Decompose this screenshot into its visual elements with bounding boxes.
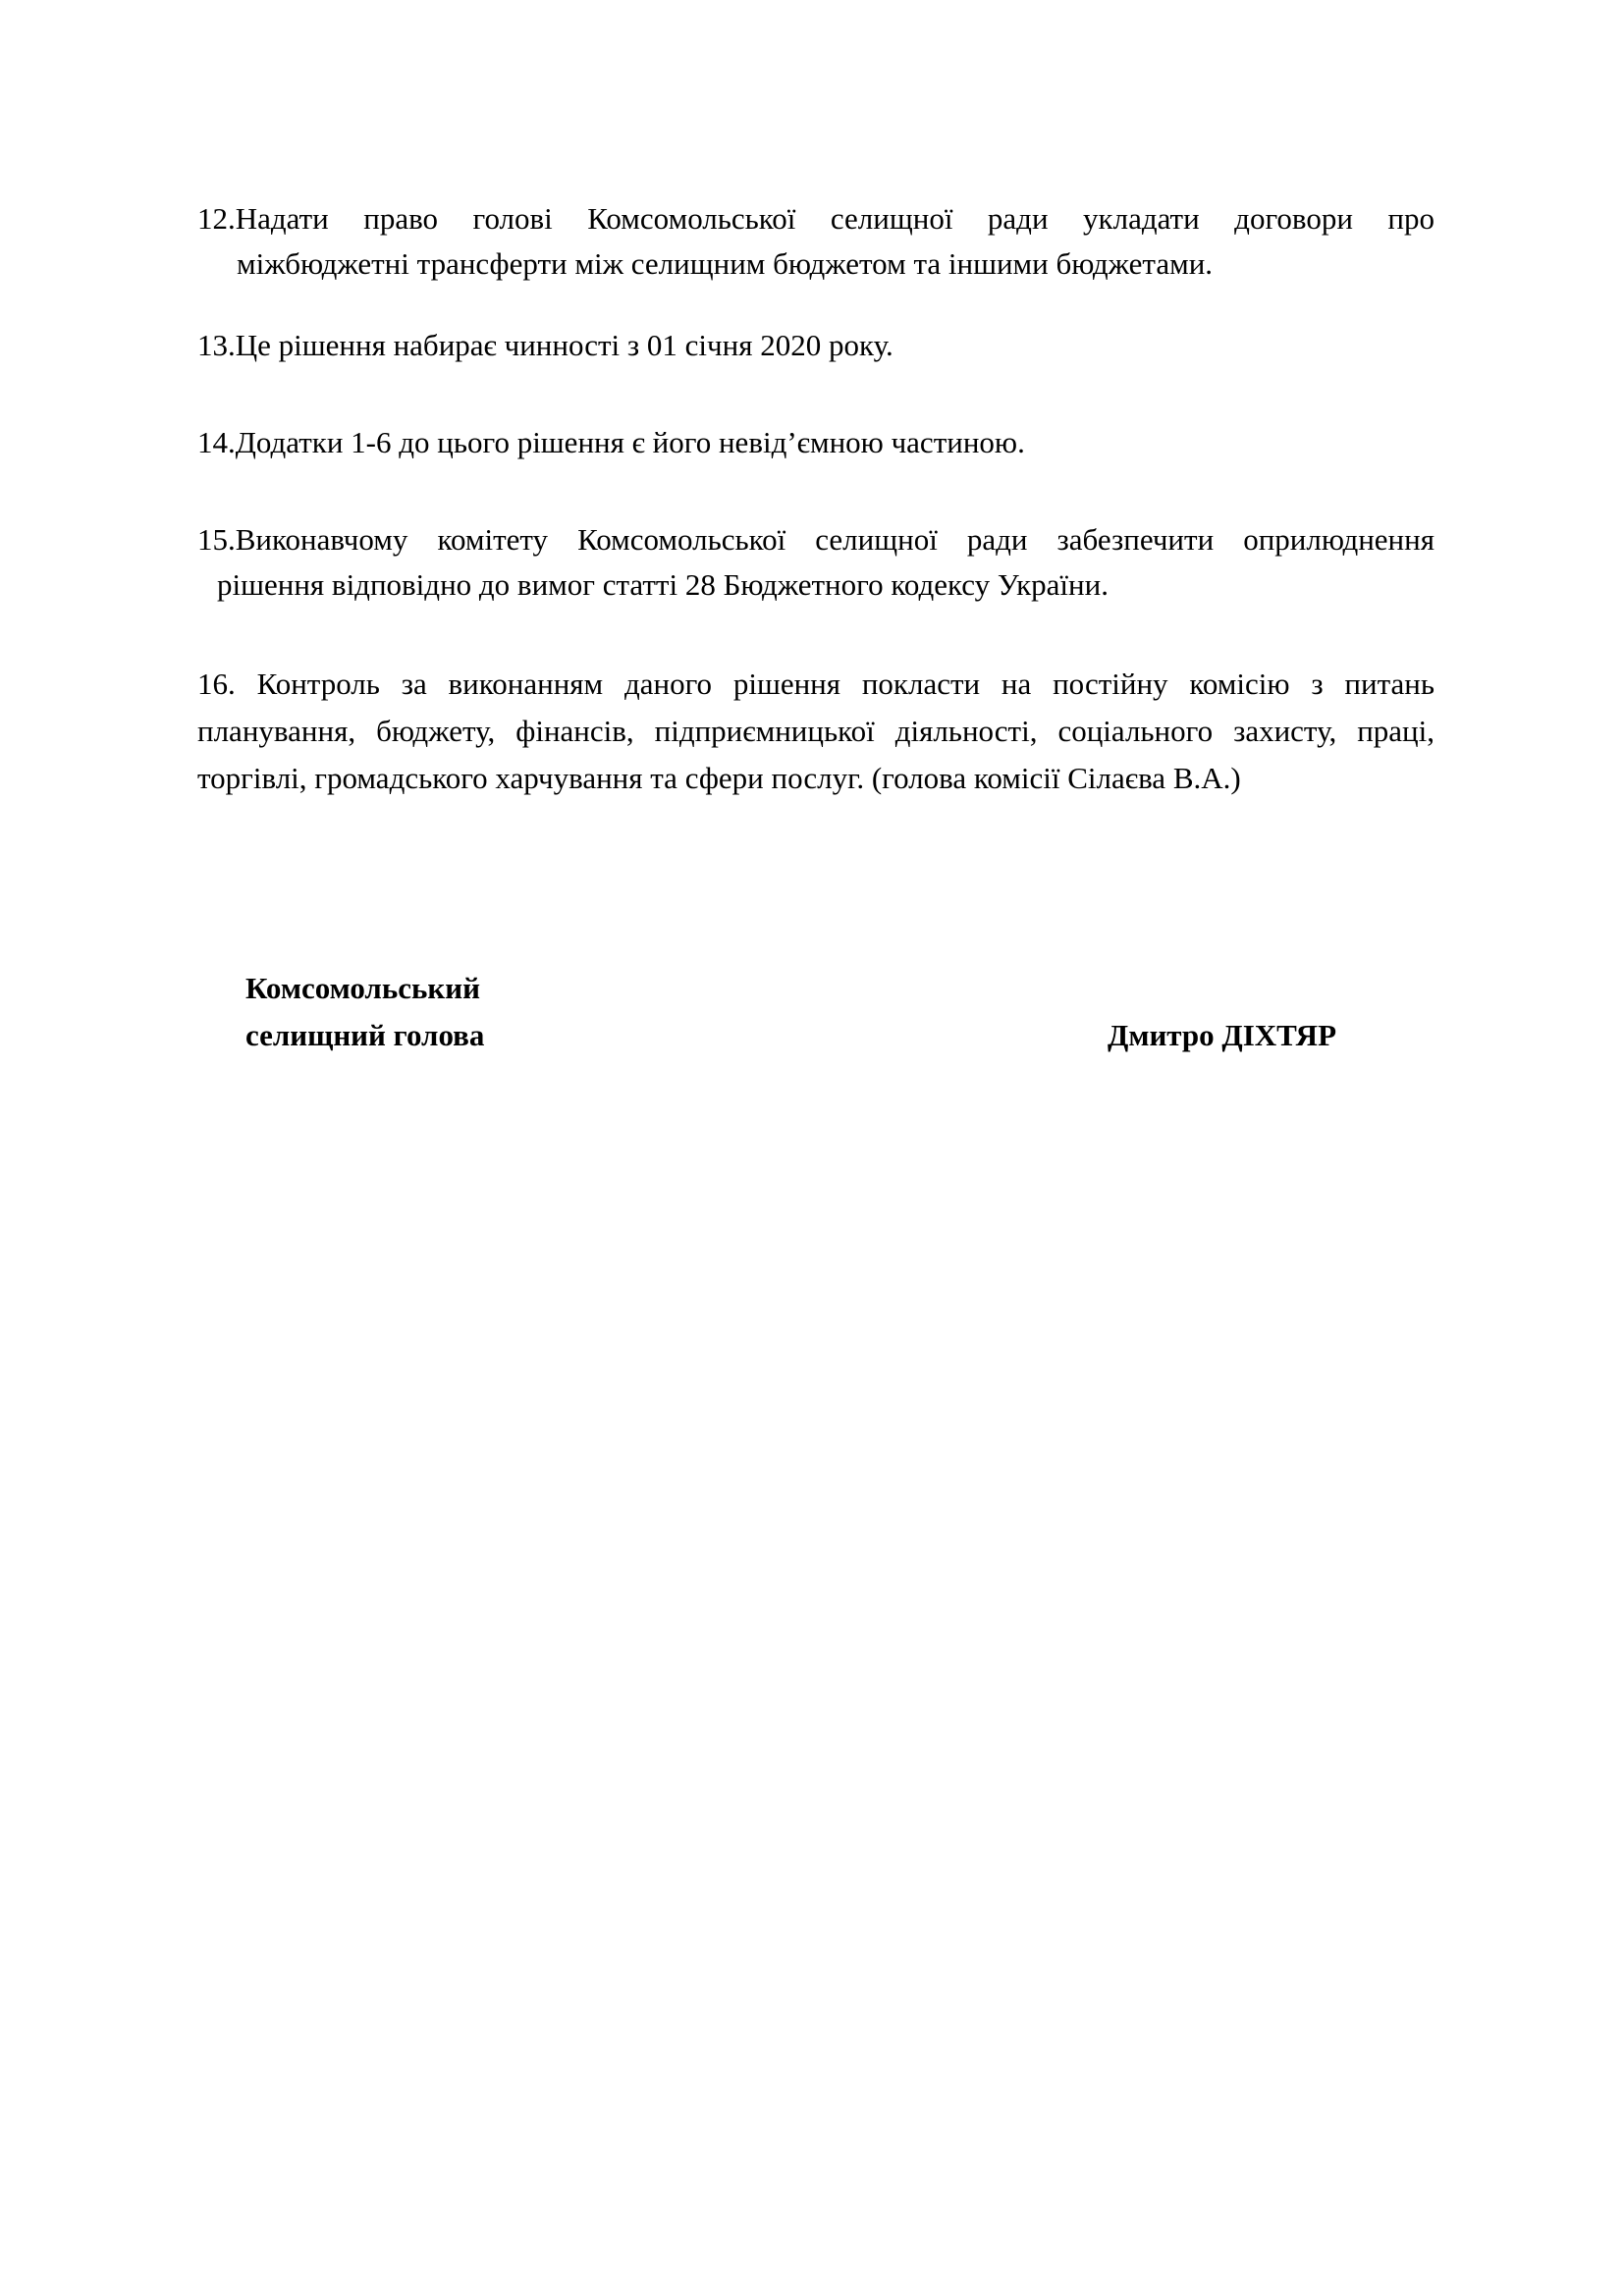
paragraph-item-12-line-1: 12.Надати право голові Комсомольської селищної ради укладати договори про [197,201,1435,236]
paragraph-item-15-line-2: рішення відповідно до вимог статті 28 Бюджетного кодексу України. [217,567,1109,602]
signatory-title-line-1: Комсомольський [245,971,480,1005]
paragraph-item-12 [197,196,1435,287]
paragraph-item-16: 16. Контроль за виконанням даного рішення покласти на постійну комісію з питань планування, бюджету, фінансів, підприємницької діяльності, соціального захисту, праці, торгівлі, громадського харчування та сфери послуг. (голова комісії Сілаєва В.А.) [197,667,1435,795]
signatory-title [245,965,484,1059]
paragraph-item-14: 14.Додатки 1-6 до цього рішення є його невід’ємною частиною. [197,425,1025,459]
paragraph-item-15-line-1: 15.Виконавчому комітету Комсомольської селищної ради забезпечити оприлюднення [197,522,1435,557]
signatory-name: Дмитро ДІХТЯР [1108,1018,1336,1052]
paragraph-item-13: 13.Це рішення набирає чинності з 01 січня 2020 року. [197,328,893,362]
signatory-title-line-2: селищний голова [245,1018,485,1052]
paragraph-item-12-line-2: міжбюджетні трансферти між селищним бюджетом та іншими бюджетами. [237,246,1214,281]
paragraph-item-15 [197,517,1435,608]
